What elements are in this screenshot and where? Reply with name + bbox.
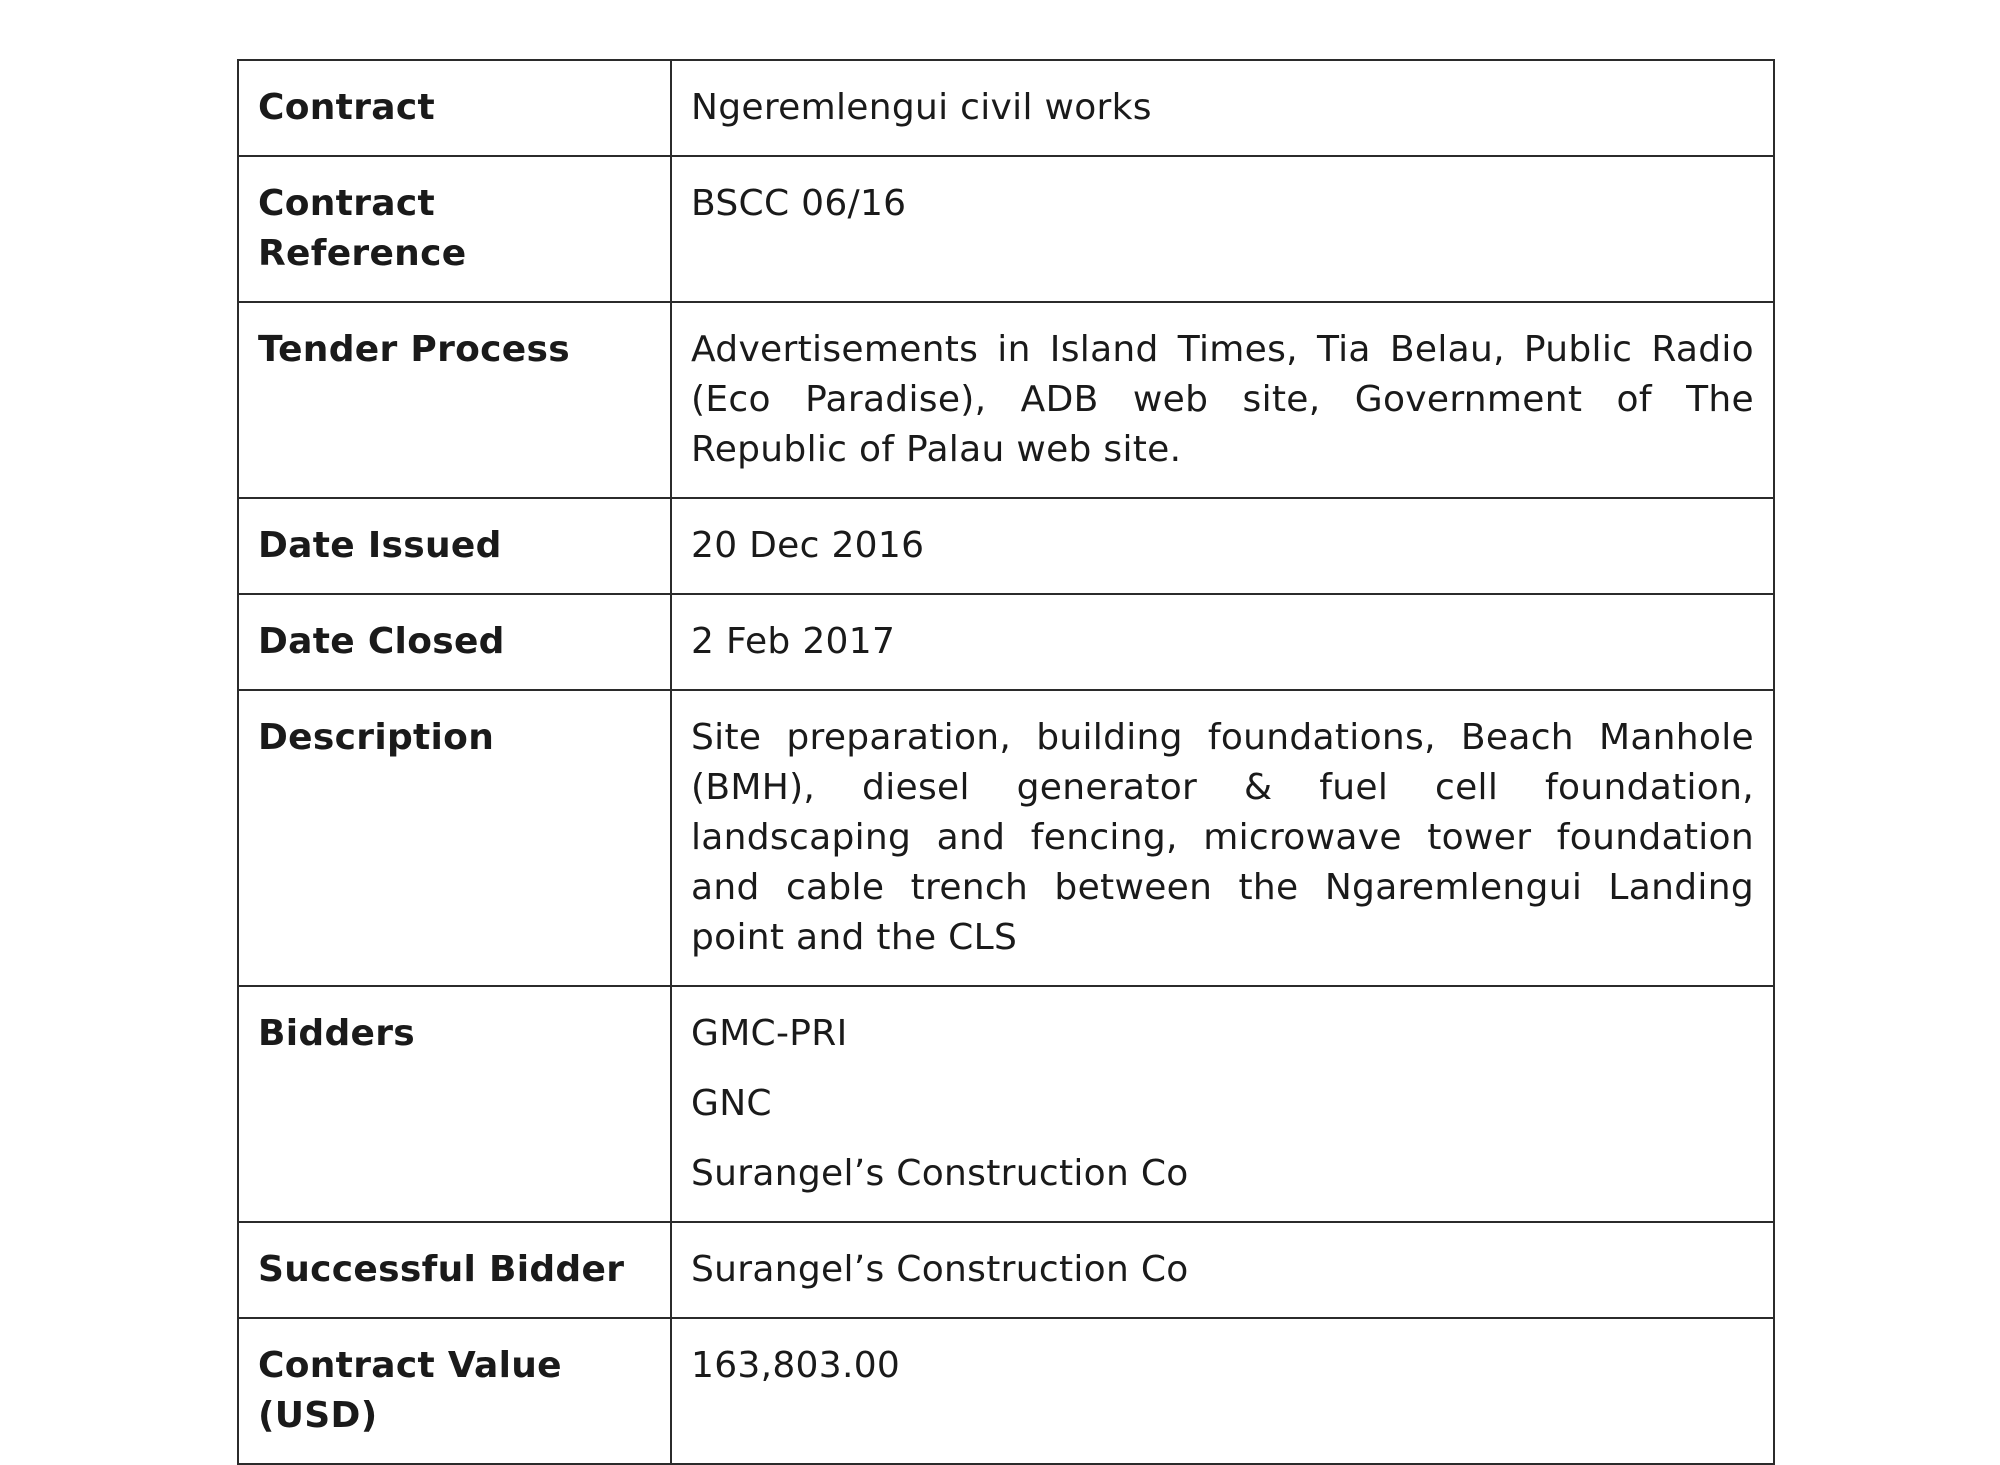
row-date-closed <box>238 594 1774 690</box>
bidders-label: Bidders <box>238 986 671 1222</box>
row-contract-value <box>238 1318 1774 1464</box>
date-closed-label: Date Closed <box>238 594 671 690</box>
contract-value: Ngeremlengui civil works <box>671 60 1774 156</box>
row-contract-reference <box>238 156 1774 302</box>
row-date-issued <box>238 498 1774 594</box>
row-tender-process <box>238 302 1774 498</box>
bidder-item: GMC-PRI <box>691 1013 848 1054</box>
successful-bidder-value: Surangel’s Construction Co <box>671 1222 1774 1318</box>
contract-summary-table <box>237 59 1775 1465</box>
bidder-item: Surangel’s Construction Co <box>691 1153 1189 1194</box>
row-successful-bidder <box>238 1222 1774 1318</box>
contract-reference-value: BSCC 06/16 <box>671 156 1774 302</box>
tender-process-value: Advertisements in Island Times, Tia Belau, Public Radio (Eco Paradise), ADB web site, Government of The Republic of Palau web site. <box>671 302 1774 498</box>
row-description <box>238 690 1774 986</box>
contract-label: Contract <box>238 60 671 156</box>
date-closed-value: 2 Feb 2017 <box>671 594 1774 690</box>
bidder-item: GNC <box>691 1083 772 1124</box>
bidders-list <box>671 986 1774 1222</box>
date-issued-label: Date Issued <box>238 498 671 594</box>
description-label: Description <box>238 690 671 986</box>
contract-value-amount: 163,803.00 <box>671 1318 1774 1464</box>
contract-value-label: Contract Value (USD) <box>238 1318 671 1464</box>
contract-reference-label: Contract Reference <box>238 156 671 302</box>
row-bidders <box>238 986 1774 1222</box>
description-value: Site preparation, building foundations, Beach Manhole (BMH), diesel generator & fuel cell foundation, landscaping and fencing, microwave tower foundation and cable trench between the Ngaremlengui Landing point and the CLS <box>671 690 1774 986</box>
date-issued-value: 20 Dec 2016 <box>671 498 1774 594</box>
successful-bidder-label: Successful Bidder <box>238 1222 671 1318</box>
row-contract <box>238 60 1774 156</box>
tender-process-label: Tender Process <box>238 302 671 498</box>
